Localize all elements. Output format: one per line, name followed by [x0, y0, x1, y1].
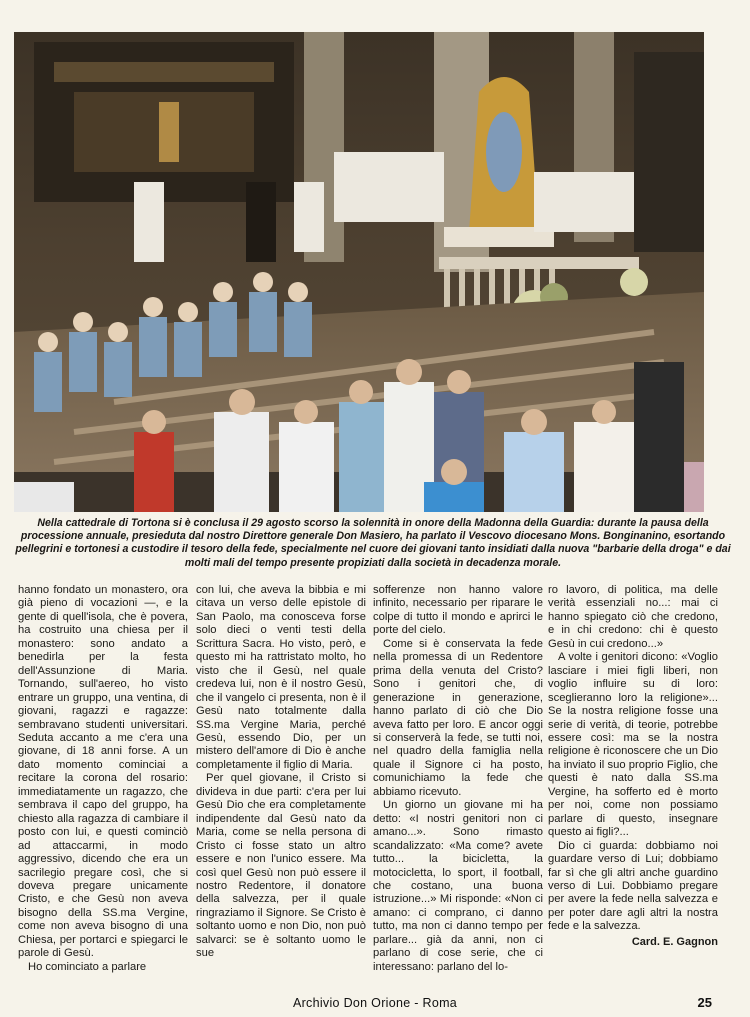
archive-footer: Archivio Don Orione - Roma: [292, 996, 458, 1010]
paragraph: con lui, che aveva la bibbia e mi citava un verso delle epistole di San Paolo, ma conosceva forse solo dieci o venti testi della Scrittura Sacra. Ho visto, però, e questo mi ha rattristato molto, ho visto che il Gesù, nel quale credeva lui, non è il nostro Gesù, che il vangelo ci presenta, non è il Gesù nato totalmente dalla SS.ma Vergine Maria, perché Gesù, essendo Dio, per un mistero dell'amore di Dio è anche completamente il figlio di Maria.: [196, 584, 366, 771]
paragraph: Per quel giovane, il Cristo si divideva in due parti: c'era per lui Gesù Dio che era completamente indipendente dal Gesù nato da Maria, come se nella persona di Cristo ci fosse stato un altro essere e non l'unico essere. Ma così quel Gesù non può essere il nostro Redentore, il donatore della salvezza, per il quale ringraziamo il Signore. Se Cristo è soltanto uomo e non Dio, non può salvarci: se è soltanto uomo le sue: [196, 772, 366, 960]
paragraph: Ho cominciato a parlare: [28, 960, 147, 973]
paragraph: Dio ci guarda: dobbiamo noi guardare verso di Lui; dobbiamo far sì che gli altri anche guardino verso di Lui. Dobbiamo pregare per avere la fede nella salvezza e per poter dare agli altri la nostra fede e la salvezza.: [548, 839, 718, 933]
text-column-2: [196, 584, 366, 961]
paragraph: A volte i genitori dicono: «Voglio lasciare i miei figli liberi, non voglio influire su di loro: sceglieranno loro la religione»... Se la nostra religione fosse una serie di verità, di teorie, potrebbe essere così: ma se la nostra religione è riconoscere che un Dio ha inviato il suo proprio Figlio, che questi è nato dalla SS.ma Vergine, ha sofferto ed è morto per noi, come non possiamo parlare di questo, insegnare questo ai figli?...: [548, 651, 718, 839]
paragraph: sofferenze non hanno valore infinito, necessario per riparare le colpe di tutto il mondo e aprirci le porte del cielo.: [373, 584, 543, 637]
paragraph: ro lavoro, di politica, ma delle verità essenziali no...: mai ci hanno spiegato ciò che credono, e in chi credono: chi è questo Gesù in cui credono...»: [548, 584, 718, 650]
photo-caption: Nella cattedrale di Tortona si è conclusa il 29 agosto scorso la solennità in onore della Madonna della Guardia: durante la pausa della processione annuale, presieduta dal nostro Direttore generale Don Masiero, ha parlato il Vescovo diocesano Mons. Bonginanino, esortando pellegrini e tortonesi a custodire il tesoro della fede, specialmente nel cuore dei giovani tanto insidiati dalla nuova "barbarie della droga" e dai molti mali del tempo presente propiziati dalla società in decadenza morale.: [15, 517, 731, 569]
text-column-4: [548, 584, 718, 949]
text-column-3: [373, 584, 543, 974]
paragraph: Un giorno un giovane mi ha detto: «I nostri genitori non ci amano...». Sono rimasto scandalizzato: «Ma come? avete tutto... la bicicletta, la motocicletta, lo sport, il football, che costano, una buona istruzione...» Mi risponde: «Non ci amano: ci comprano, ci danno tutto, ma non ci danno tempo per parlare... già da anni, non ci parlano di cose serie, che ci interessano: parlano del lo-: [373, 799, 543, 973]
author-signature: Card. E. Gagnon: [631, 935, 718, 948]
paragraph: Come si è conservata la fede nella promessa di un Redentore prima della venuta del Cristo? Sono i genitori che, di generazione in generazione, hanno parlato di ciò che Dio aveva fatto per loro. E ancor oggi si conserverà la fede, se tutti noi, nel quadro della famiglia nella quale il Signore ci ha posto, comunichiamo la fede che abbiamo ricevuto.: [373, 637, 543, 798]
text-column-1: [18, 584, 188, 974]
cathedral-ceremony-photo-icon: [14, 32, 704, 512]
cathedral-photo: [14, 32, 704, 512]
page-number: 25: [697, 995, 712, 1010]
paragraph: hanno fondato un monastero, ora già pieno di vocazioni —, e la gente di quell'isola, che è povera, ha costruito una chiesa per il monastero: sono andato a benedirla per la festa dell'Assunzione di Maria. Tornando, sull'aereo, ho visto entrare un gruppo, una ventina, di giovani, ragazzi e ragazze: sembravano studenti universitari. Seduta accanto a me c'era una giovane, di 18 anni forse. A un dato momento cominciai a recitare la corona del rosario: immediatamente un ragazzo, che sembrava il capo del gruppo, ha chiesto alla ragazza di cambiare il posto con lui, e questi cominciò ad attaccarmi, in modo aggressivo, dicendo che era un sacrilegio pregare così, che si doveva pregare unicamente Cristo, e che Gesù non aveva bisogno della SS.ma Vergine, come non aveva bisogno di una Chiesa, per portarci e spiegarci le parole di Gesù.: [18, 584, 188, 960]
